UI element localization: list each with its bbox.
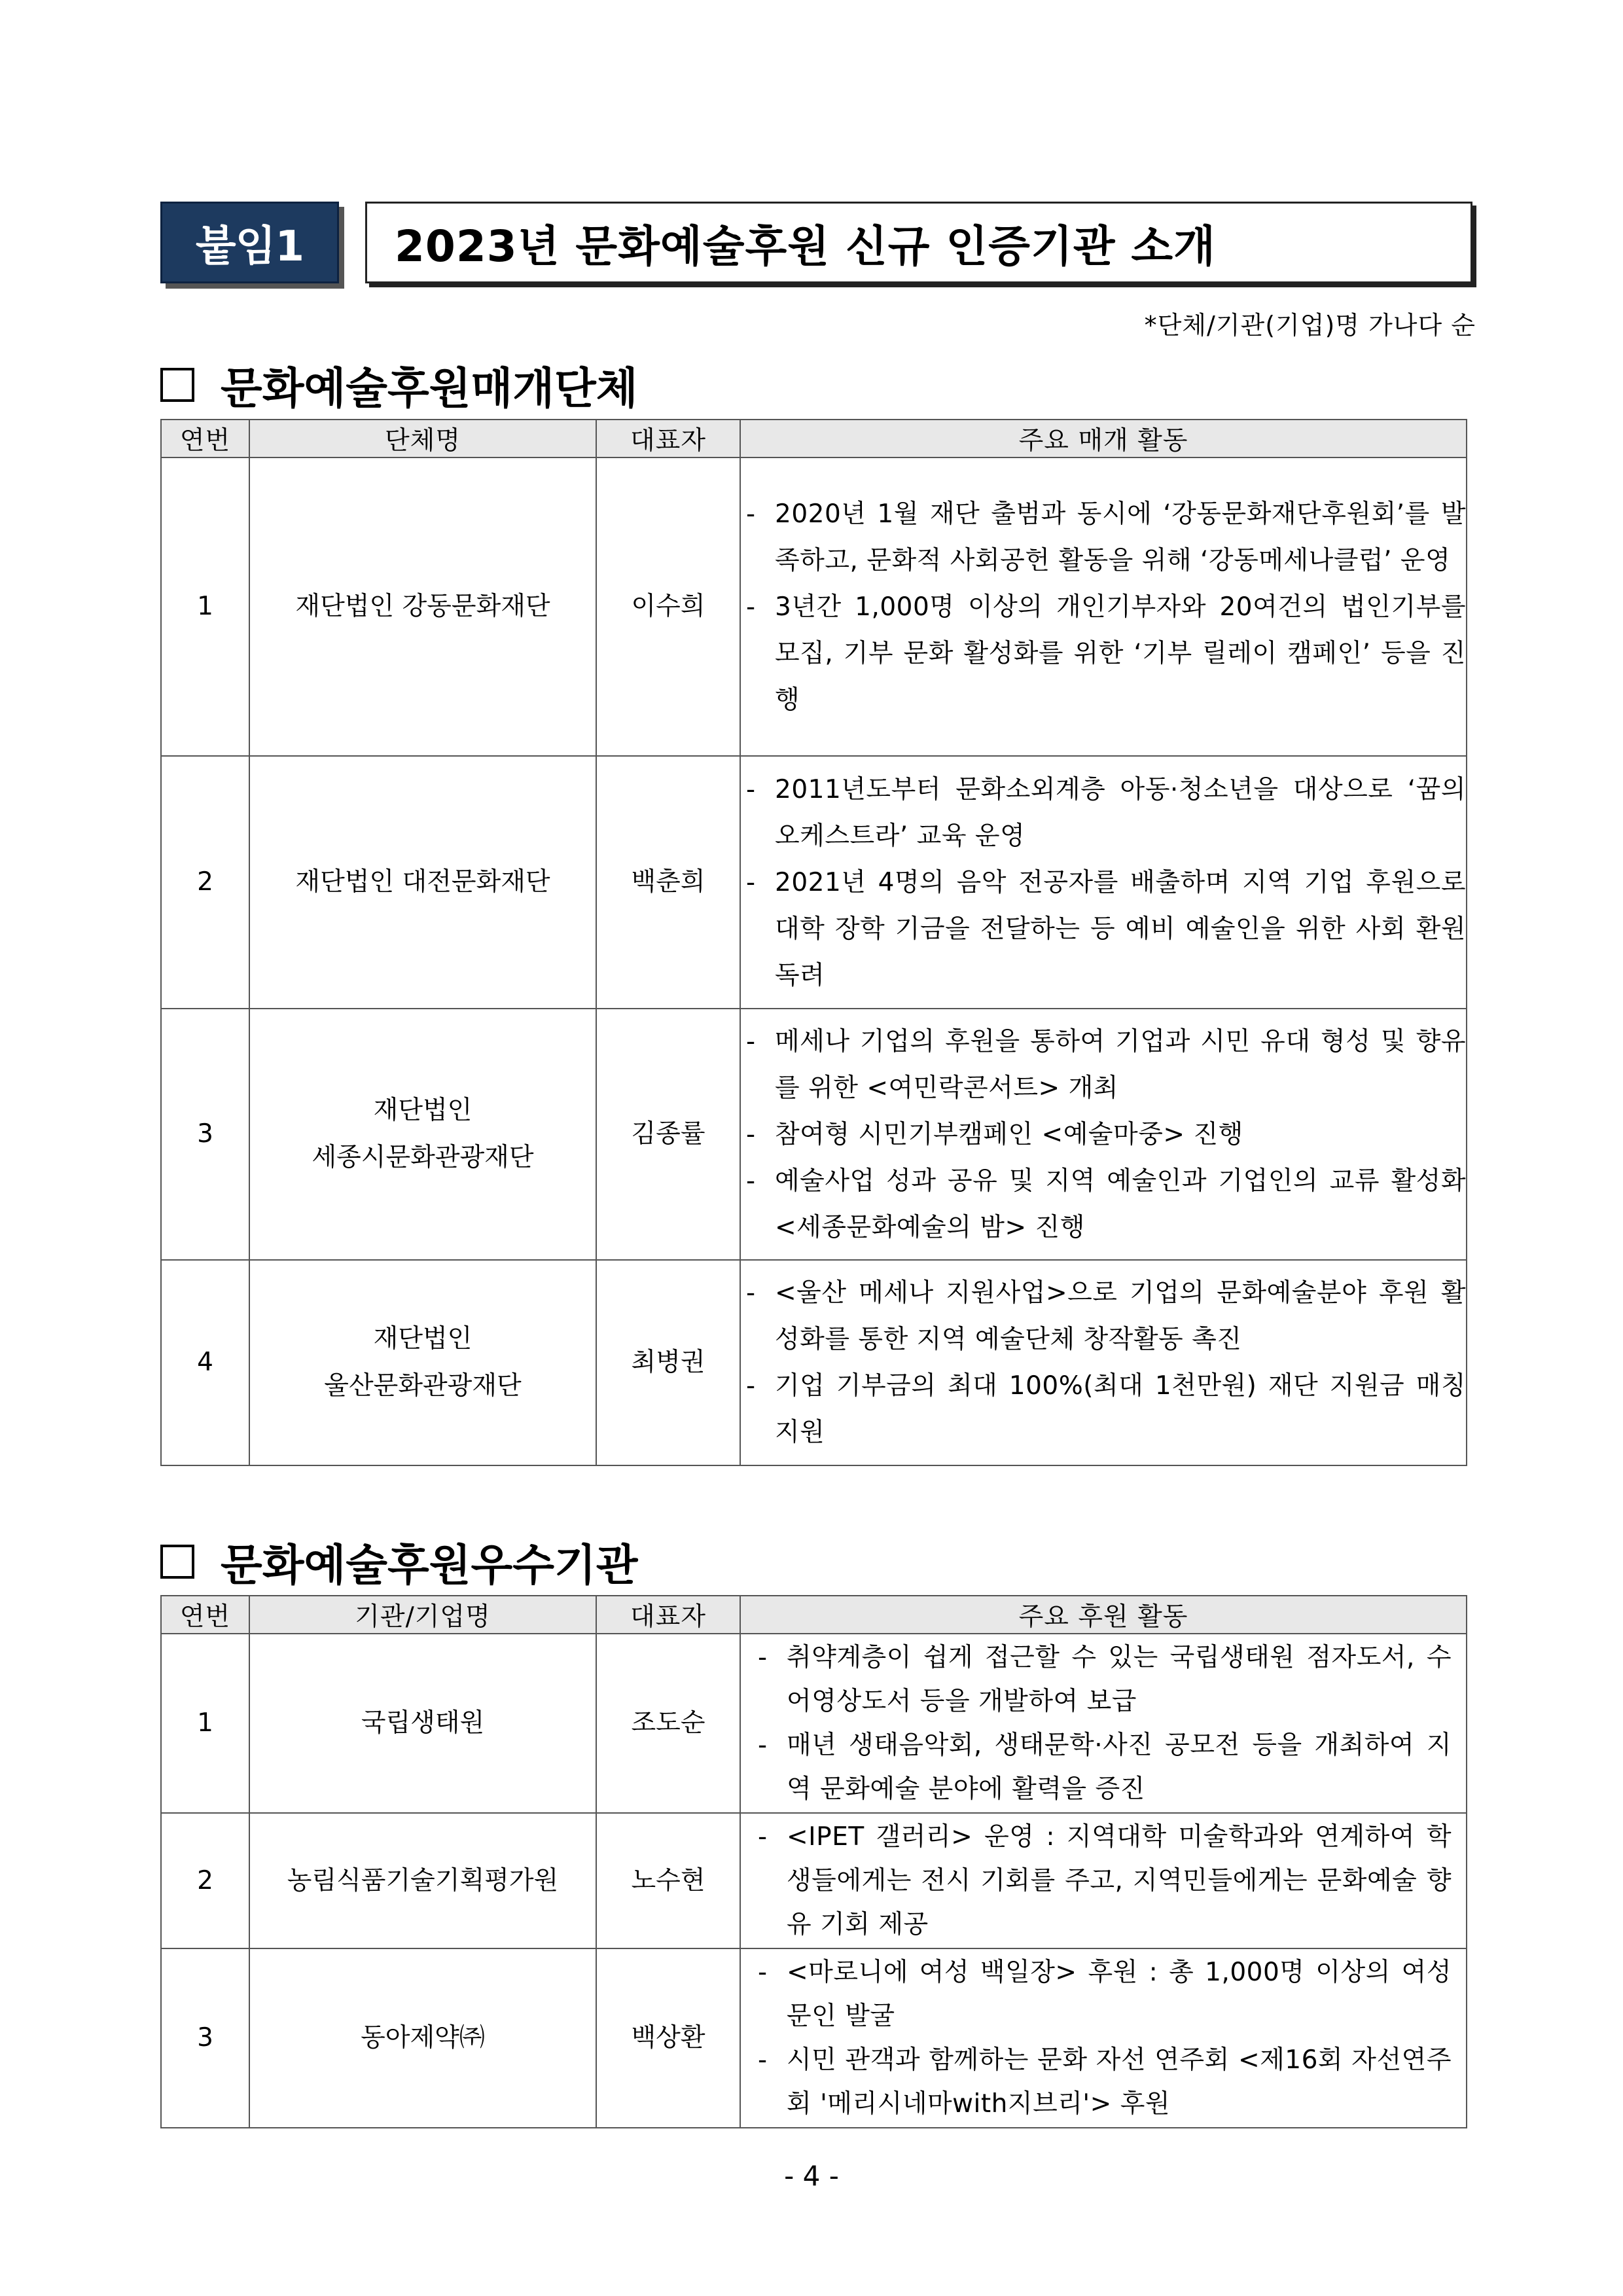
row-number: 1	[161, 457, 249, 756]
organization-name: 재단법인 대전문화재단	[249, 756, 596, 1009]
row-number: 1	[161, 1634, 249, 1813]
activity-item: - <마로니에 여성 백일장> 후원 : 총 1,000명 이상의 여성 문인 발굴	[753, 1950, 1452, 2038]
column-header-no: 연번	[161, 1596, 249, 1634]
column-header-no: 연번	[161, 420, 249, 457]
activity-item: - 2021년 4명의 음악 전공자를 배출하며 지역 기업 후원으로 대학 장학 기금을 전달하는 등 예비 예술인을 위한 사회 환원 독려	[741, 859, 1466, 999]
table-row	[161, 756, 1467, 1009]
organization-name-line2: 울산문화관광재단	[324, 1371, 522, 1401]
organization-name: 재단법인	[373, 1324, 473, 1354]
table-header-row	[161, 1596, 1467, 1634]
row-number: 2	[161, 1813, 249, 1948]
table-row	[161, 1948, 1467, 2128]
attachment-badge: 붙임1	[160, 202, 339, 283]
organization-name: 재단법인	[373, 1096, 473, 1125]
representative: 최병권	[596, 1260, 740, 1465]
activities-cell	[740, 1260, 1467, 1465]
column-header-name: 기관/기업명	[249, 1596, 596, 1634]
column-header-activities: 주요 매개 활동	[740, 420, 1467, 457]
row-number: 3	[161, 1009, 249, 1260]
representative: 백춘희	[596, 756, 740, 1009]
page-number: - 4 -	[784, 2160, 839, 2192]
table-header-row	[161, 420, 1467, 457]
row-number: 4	[161, 1260, 249, 1465]
representative: 노수현	[596, 1813, 740, 1948]
activity-item: - <IPET 갤러리> 운영 : 지역대학 미술학과와 연계하여 학생들에게는 전시 기회를 주고, 지역민들에게는 문화예술 향유 기회 제공	[753, 1815, 1452, 1946]
table-row	[161, 1813, 1467, 1948]
activity-item: - <울산 메세나 지원사업>으로 기업의 문화예술분야 후원 활성화를 통한 지역 예술단체 창작활동 촉진	[741, 1270, 1466, 1363]
column-header-rep: 대표자	[596, 1596, 740, 1634]
activities-cell	[740, 1009, 1467, 1260]
column-header-name: 단체명	[249, 420, 596, 457]
organization-name: 재단법인 강동문화재단	[249, 457, 596, 756]
document-header	[160, 202, 1472, 283]
activities-cell	[740, 457, 1467, 756]
table-row	[161, 1009, 1467, 1260]
intermediary-table	[160, 419, 1467, 1466]
activities-cell	[740, 1948, 1467, 2128]
organization-name: 농림식품기술기획평가원	[249, 1813, 596, 1948]
organization-name-cell	[249, 1260, 596, 1465]
sort-order-note: *단체/기관(기업)명 가나다 순	[1144, 311, 1476, 340]
representative: 이수희	[596, 457, 740, 756]
document-title: 2023년 문화예술후원 신규 인증기관 소개	[365, 202, 1472, 283]
section-heading-text: 문화예술후원우수기관	[221, 1540, 638, 1590]
section-heading-text: 문화예술후원매개단체	[221, 363, 638, 414]
activity-item: - 기업 기부금의 최대 100%(최대 1천만원) 재단 지원금 매칭 지원	[741, 1363, 1466, 1456]
checkbox-square-icon	[160, 368, 194, 402]
activity-item: - 취약계층이 쉽게 접근할 수 있는 국립생태원 점자도서, 수어영상도서 등을 개발하여 보급	[753, 1636, 1452, 1723]
activity-item: - 시민 관객과 함께하는 문화 자선 연주회 <제16회 자선연주회 '메리시네마with지브리'> 후원	[753, 2038, 1452, 2126]
activity-item: - 참여형 시민기부캠페인 <예술마중> 진행	[741, 1111, 1466, 1158]
checkbox-square-icon	[160, 1545, 194, 1579]
activity-item: - 메세나 기업의 후원을 통하여 기업과 시민 유대 형성 및 향유를 위한 <여민락콘서트> 개최	[741, 1018, 1466, 1111]
table-row	[161, 1634, 1467, 1813]
activity-item: - 2020년 1월 재단 출범과 동시에 ‘강동문화재단후원회’를 발족하고, 문화적 사회공헌 활동을 위해 ‘강동메세나클럽’ 운영	[741, 491, 1466, 584]
activities-cell	[740, 1813, 1467, 1948]
organization-name-line2: 세종시문화관광재단	[312, 1143, 534, 1172]
section-heading-excellent	[160, 1530, 638, 1592]
organization-name: 동아제약㈜	[249, 1948, 596, 2128]
section-heading-intermediary	[160, 353, 638, 416]
column-header-activities: 주요 후원 활동	[740, 1596, 1467, 1634]
activity-item: - 예술사업 성과 공유 및 지역 예술인과 기업인의 교류 활성화 <세종문화예술의 밤> 진행	[741, 1158, 1466, 1251]
organization-name-cell	[249, 1009, 596, 1260]
activity-item: - 3년간 1,000명 이상의 개인기부자와 20여건의 법인기부를 모집, 기부 문화 활성화를 위한 ‘기부 릴레이 캠페인’ 등을 진행	[741, 584, 1466, 723]
table-row	[161, 457, 1467, 756]
representative: 조도순	[596, 1634, 740, 1813]
activity-item: - 2011년도부터 문화소외계층 아동·청소년을 대상으로 ‘꿈의 오케스트라’ 교육 운영	[741, 766, 1466, 859]
activities-cell	[740, 756, 1467, 1009]
row-number: 2	[161, 756, 249, 1009]
row-number: 3	[161, 1948, 249, 2128]
activities-cell	[740, 1634, 1467, 1813]
representative: 김종률	[596, 1009, 740, 1260]
activity-item: - 매년 생태음악회, 생태문학·사진 공모전 등을 개최하여 지역 문화예술 분야에 활력을 증진	[753, 1723, 1452, 1811]
representative: 백상환	[596, 1948, 740, 2128]
column-header-rep: 대표자	[596, 420, 740, 457]
excellent-institution-table	[160, 1595, 1467, 2128]
organization-name: 국립생태원	[249, 1634, 596, 1813]
table-row	[161, 1260, 1467, 1465]
